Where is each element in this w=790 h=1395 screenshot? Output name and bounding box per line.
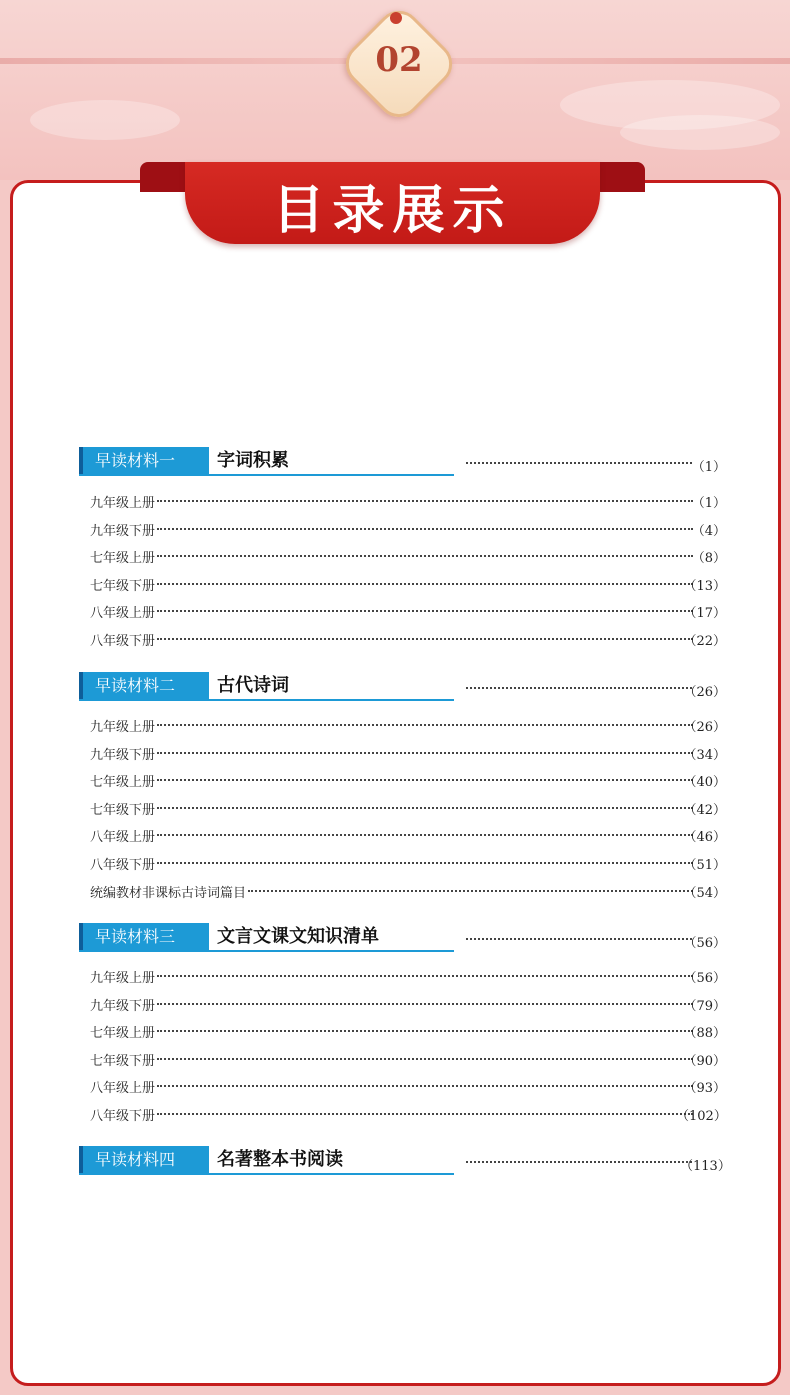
toc-item-leader-dots [157, 582, 693, 585]
section-page-number: （1） [691, 460, 726, 475]
section-tag: 早读材料三 [79, 923, 209, 950]
toc-item-label: 八年级上册 [90, 1081, 156, 1097]
toc-item-leader-dots [157, 833, 693, 836]
toc-item-leader-dots [157, 751, 693, 754]
toc-item-leader-dots [157, 637, 693, 640]
toc-item-leader-dots [157, 609, 693, 612]
toc-item-page-number: （34） [683, 747, 726, 763]
toc-item-label: 七年级下册 [90, 802, 156, 818]
toc-item-page-number: （51） [683, 858, 726, 873]
toc-item-leader-dots [157, 861, 693, 864]
toc-item-page-number: （26） [683, 720, 726, 735]
toc-item-leader-dots [248, 889, 693, 892]
toc-item-page-number: （42） [683, 802, 726, 818]
toc-item-label: 八年级下册 [90, 858, 156, 873]
section-leader-dots [466, 937, 692, 940]
toc-item-label: 八年级上册 [90, 830, 156, 846]
toc-item-leader-dots [157, 1002, 693, 1005]
section-title: 古代诗词 [217, 675, 289, 696]
toc-item-leader-dots [157, 1084, 693, 1087]
toc-item-page-number: （88） [683, 1026, 726, 1042]
section-underline [79, 474, 454, 476]
toc-item-label: 九年级下册 [90, 747, 156, 763]
toc-item-label: 九年级上册 [90, 971, 156, 986]
toc-item-page-number: （56） [683, 971, 726, 986]
toc-item-label: 七年级下册 [90, 1053, 156, 1069]
toc-item-page-number: （46） [683, 830, 726, 846]
toc-item-leader-dots [157, 974, 693, 977]
toc-item-leader-dots [157, 1057, 693, 1060]
toc-item-page-number: （79） [683, 998, 726, 1014]
section-underline [79, 699, 454, 701]
toc-item-page-number: （40） [683, 775, 726, 791]
toc-item-leader-dots [157, 778, 693, 781]
section-title: 文言文课文知识清单 [217, 926, 379, 947]
toc-item-page-number: （17） [683, 606, 726, 622]
toc-item-leader-dots [157, 806, 693, 809]
toc-item-label: 九年级上册 [90, 720, 156, 735]
toc-item-label: 七年级下册 [90, 578, 156, 594]
section-leader-dots [466, 686, 692, 689]
toc-item-label: 八年级下册 [90, 1109, 156, 1124]
toc-item-label: 七年级上册 [90, 1026, 156, 1042]
toc-item-label: 七年级上册 [90, 551, 156, 567]
section-tag: 早读材料一 [79, 447, 209, 474]
toc-item-label: 九年级下册 [90, 523, 156, 539]
toc-item-page-number: （1） [691, 496, 726, 511]
toc-item-page-number: （90） [683, 1053, 726, 1069]
toc-item-leader-dots [157, 723, 693, 726]
section-page-number: （26） [683, 685, 726, 700]
toc-item-label: 八年级下册 [90, 634, 156, 649]
toc-item-leader-dots [157, 1029, 693, 1032]
toc-item-leader-dots [157, 527, 693, 530]
section-underline [79, 1173, 454, 1175]
section-title: 名著整本书阅读 [217, 1149, 343, 1170]
toc-item-page-number: （13） [683, 578, 726, 594]
toc-item-label: 七年级上册 [90, 775, 156, 791]
cloud-decoration [30, 100, 180, 140]
toc-item-page-number: （22） [683, 634, 726, 649]
toc-item-label: 九年级下册 [90, 998, 156, 1014]
toc-item-page-number: （54） [683, 885, 726, 901]
section-tag: 早读材料二 [79, 672, 209, 699]
toc-item-page-number: （93） [683, 1081, 726, 1097]
toc-item-page-number: （102） [676, 1109, 727, 1124]
toc-item-page-number: （8） [691, 551, 726, 567]
page-title: 目录展示 [272, 181, 513, 241]
toc-item-page-number: （4） [691, 523, 726, 539]
section-leader-dots [466, 1160, 692, 1163]
toc-item-label: 九年级上册 [90, 496, 156, 511]
badge-number: 02 [375, 40, 423, 80]
section-title: 字词积累 [217, 450, 289, 471]
section-leader-dots [466, 461, 692, 464]
badge-dot [390, 12, 402, 24]
section-underline [79, 950, 454, 952]
section-page-number: （113） [680, 1159, 731, 1174]
toc-item-label: 八年级上册 [90, 606, 156, 622]
toc-item-leader-dots [157, 499, 693, 502]
toc-item-leader-dots [157, 554, 693, 557]
toc-item-leader-dots [157, 1112, 693, 1115]
section-page-number: （56） [683, 936, 726, 951]
section-tag: 早读材料四 [79, 1146, 209, 1173]
cloud-decoration [620, 115, 780, 150]
toc-item-label: 统编教材非课标古诗词篇目 [90, 885, 247, 901]
